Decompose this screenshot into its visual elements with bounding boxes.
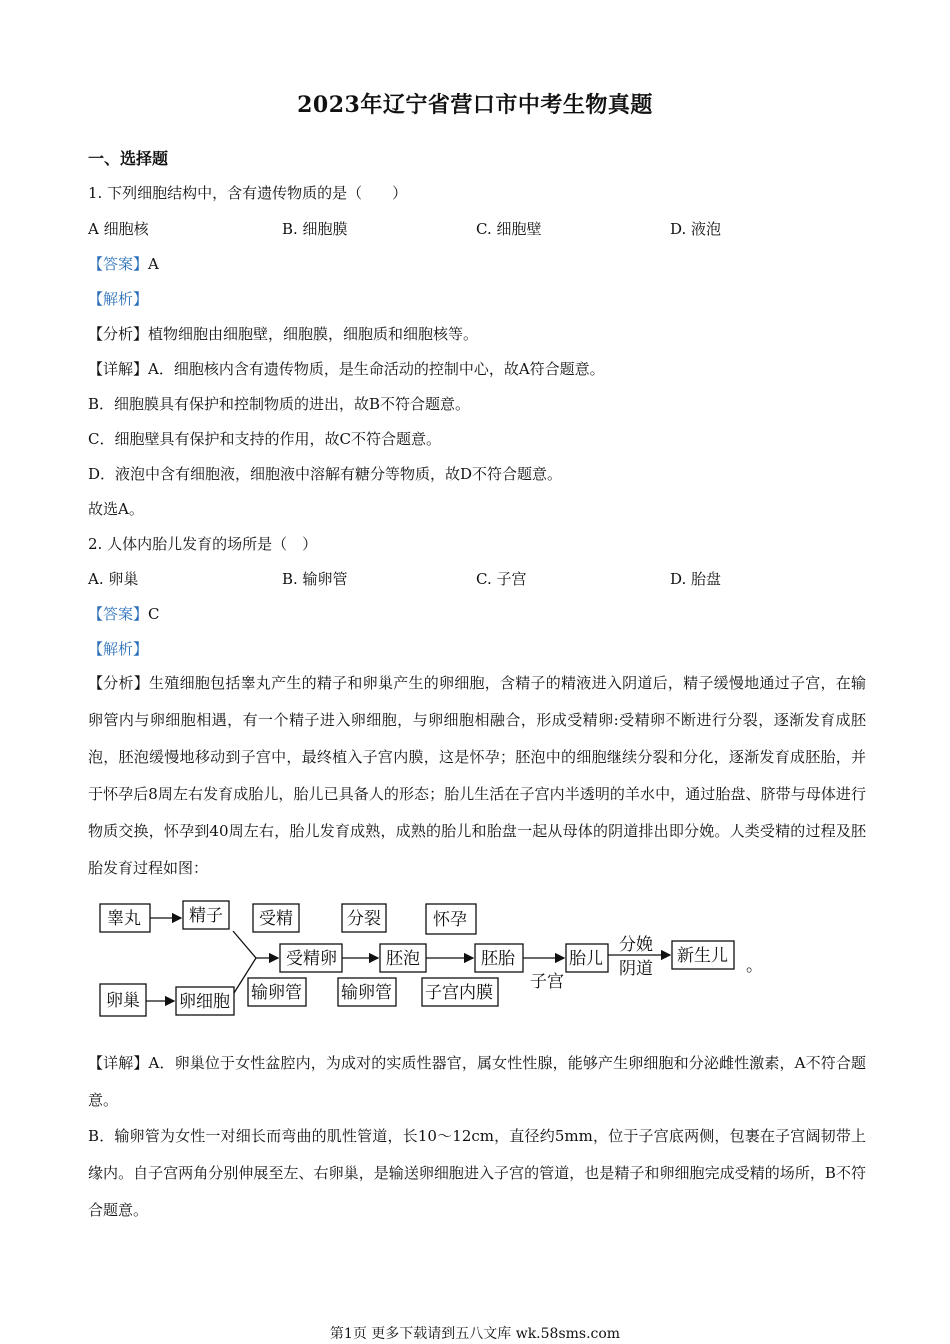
section-heading: 一、选择题 xyxy=(88,149,169,168)
fenxi-text: 植物细胞由细胞壁，细胞膜，细胞质和细胞核等。 xyxy=(148,325,479,343)
fertilization-diagram xyxy=(90,893,770,1023)
q1-analysis-tag: 【解析】 xyxy=(88,290,149,308)
answer-tag: 【答案】 xyxy=(88,605,149,623)
question-2-stem: 2. 人体内胎儿发育的场所是（ ） xyxy=(88,535,318,553)
xiangjie-text: A．细胞核内含有遗传物质，是生命活动的控制中心，故A符合题意。 xyxy=(148,360,605,378)
label-egg: 卵细胞 xyxy=(179,992,230,1012)
q2-xiangjie xyxy=(88,1045,866,1119)
q1-conclusion: 故选A。 xyxy=(88,500,144,518)
label-division: 分裂 xyxy=(347,909,381,929)
q1-answer xyxy=(88,253,159,274)
q2-fenxi xyxy=(88,665,866,887)
q2-analysis-tag: 【解析】 xyxy=(88,640,149,658)
label-ovary: 卵巢 xyxy=(106,991,140,1011)
q1-explain-d: D．液泡中含有细胞液，细胞液中溶解有糖分等物质，故D不符合题意。 xyxy=(88,465,563,483)
q2-option-d: D. 胎盘 xyxy=(670,570,722,588)
fenxi-tag: 【分析】 xyxy=(88,674,150,692)
label-delivery: 分娩 xyxy=(619,935,653,955)
q1-fenxi xyxy=(88,323,478,344)
label-pregnancy: 怀孕 xyxy=(433,910,467,930)
q1-option-c: C. 细胞壁 xyxy=(476,220,542,238)
q2-option-a: A. 卵巢 xyxy=(88,570,139,588)
label-oviduct2: 输卵管 xyxy=(341,983,392,1003)
q1-option-a: A 细胞核 xyxy=(88,220,149,238)
answer-tag: 【答案】 xyxy=(88,255,149,273)
xiangjie-text: A．卵巢位于女性盆腔内，为成对的实质性器官，属女性性腺，能够产生卵细胞和分泌雌性激素，A不符合题意。 xyxy=(88,1054,866,1109)
label-oviduct: 输卵管 xyxy=(251,983,302,1003)
q1-explain-b: B．细胞膜具有保护和控制物质的进出，故B不符合题意。 xyxy=(88,395,471,413)
q1-option-b: B. 细胞膜 xyxy=(282,220,348,238)
label-blastocyst: 胚泡 xyxy=(386,949,420,969)
label-uterus: 子宫 xyxy=(530,972,564,992)
fenxi-text: 生殖细胞包括睾丸产生的精子和卵巢产生的卵细胞，含精子的精液进入阴道后，精子缓慢地通过子宫，在输卵管内与卵细胞相遇，有一个精子进入卵细胞，与卵细胞相融合，形成受精卵:受精卵不断进行分裂，逐渐发育成胚泡，胚泡缓慢地移动到子宫中，最终植入子宫内膜，这是怀孕；胚泡中的细胞继续分裂和分化，逐渐发育成胚胎，并于怀孕后8周左右发育成胎儿，胎儿已具备人的形态；胎儿生活在子宫内半透明的羊水中，通过胎盘、脐带与母体进行物质交换，怀孕到40周左右，胎儿发育成熟，成熟的胎儿和胎盘一起从母体的阴道排出即分娩。人类受精的过程及胚胎发育过程如图： xyxy=(88,674,866,877)
label-endometrium: 子宫内膜 xyxy=(425,983,493,1003)
q1-explain-c: C．细胞壁具有保护和支持的作用，故C不符合题意。 xyxy=(88,430,441,448)
page-footer: 第1页 更多下载请到五八文库 wk.58sms.com xyxy=(329,1326,621,1342)
label-vagina: 阴道 xyxy=(619,959,653,979)
xiangjie-tag: 【详解】 xyxy=(88,360,149,378)
label-fetus: 胎儿 xyxy=(569,949,603,969)
label-zygote: 受精卵 xyxy=(286,949,337,969)
q1-option-d: D. 液泡 xyxy=(670,220,722,238)
answer-value: C xyxy=(148,605,160,623)
fenxi-tag: 【分析】 xyxy=(88,325,149,343)
answer-value: A xyxy=(148,255,159,273)
q2-answer xyxy=(88,603,160,624)
question-1-stem: 1. 下列细胞结构中，含有遗传物质的是（ ） xyxy=(88,184,408,202)
label-sperm: 精子 xyxy=(189,906,223,926)
label-embryo: 胚胎 xyxy=(481,949,515,969)
label-testis: 睾丸 xyxy=(107,909,141,929)
label-period: 。 xyxy=(746,956,763,976)
q1-xiangjie xyxy=(88,358,605,379)
xiangjie-tag: 【详解】 xyxy=(88,1054,149,1072)
label-newborn: 新生儿 xyxy=(677,946,728,966)
label-fertilization: 受精 xyxy=(259,909,293,929)
q2-option-b: B. 输卵管 xyxy=(282,570,348,588)
page-title: 2023年辽宁省营口市中考生物真题 xyxy=(297,92,653,118)
q2-explain-b: B．输卵管为女性一对细长而弯曲的肌性管道，长10～12cm，直径约5mm，位于子宫底两侧，包裹在子宫阔韧带上缘内。自子宫两角分别伸展至左、右卵巢，是输送卵细胞进入子宫的管道，也是精子和卵细胞完成受精的场所，B不符合题意。 xyxy=(88,1127,866,1219)
q2-option-c: C. 子宫 xyxy=(476,570,527,588)
